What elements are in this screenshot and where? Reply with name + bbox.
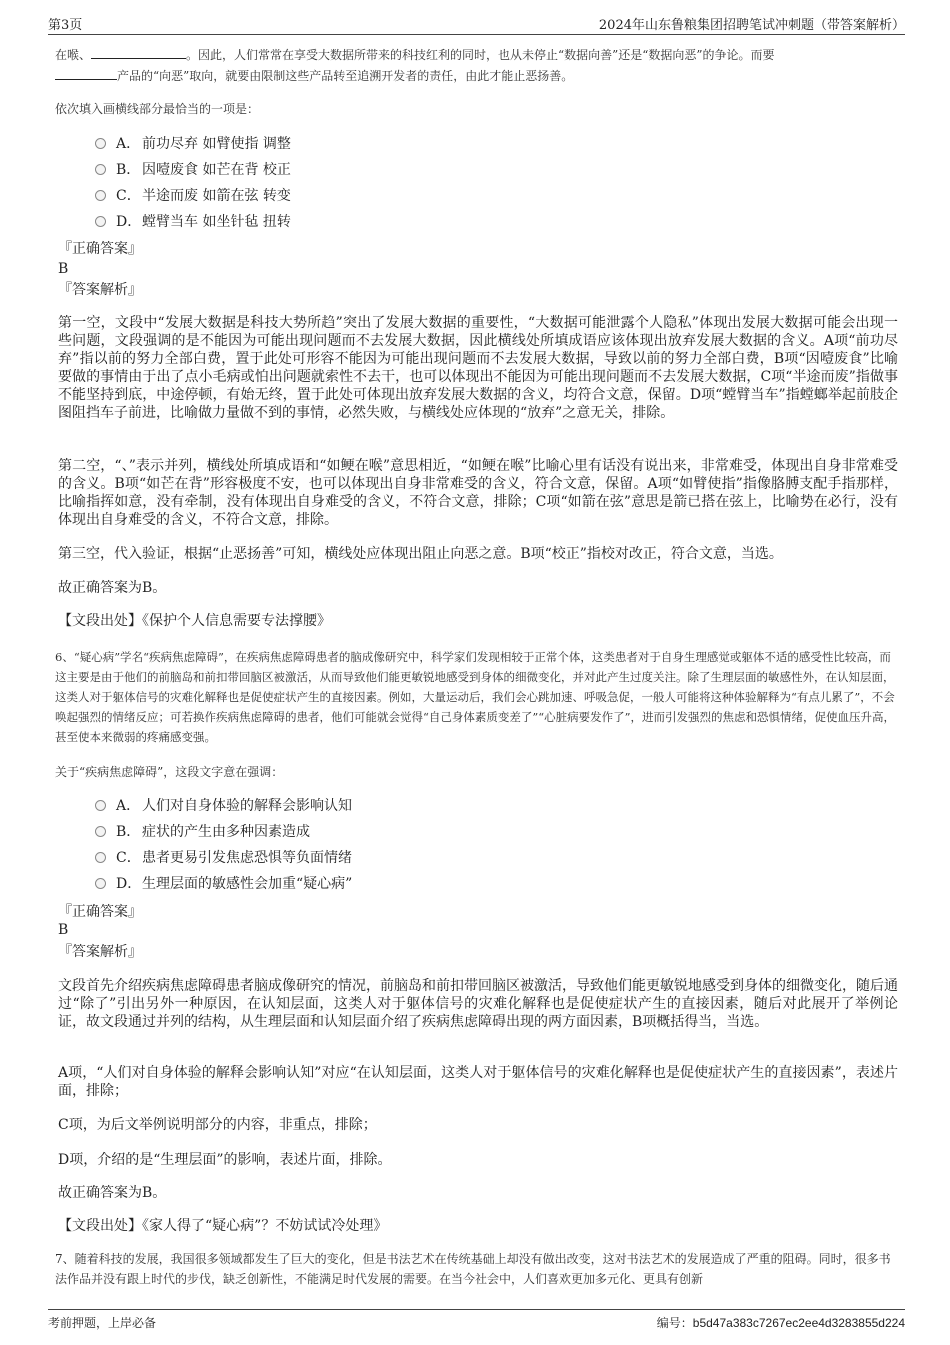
radio-icon[interactable] bbox=[95, 190, 106, 201]
q6-analysis-4: D项，介绍的是“生理层面”的影响，表述片面，排除。 bbox=[58, 1152, 392, 1168]
q5-analysis-4: 故正确答案为B。 bbox=[58, 580, 167, 596]
q6-source: 【文段出处】《家人得了“疑心病”？不妨试试冷处理》 bbox=[58, 1218, 388, 1234]
page-header bbox=[48, 14, 905, 35]
option-b[interactable]: B． 因噎废食 如芒在背 校正 bbox=[95, 157, 291, 183]
q6-prompt: 关于“疾病焦虑障碍”，这段文字意在强调： bbox=[55, 765, 284, 779]
radio-icon[interactable] bbox=[95, 138, 106, 149]
q6-stem: 6、“疑心病”学名“疾病焦虑障碍”，在疾病焦虑障碍患者的脑成像研究中，科学家们发现相较于正常个体，这类患者对于自身生理感觉或躯体不适的感受性比较高，而这主要是由于他们的前脑岛和前扣带回脑区被激活，从而导致他们能更敏锐地感受到身体的细微变化，并对此产生过度关注。除了生理层面的敏感性外，在认知层面，这类人对于躯体信号的灾难化解释也是促使症状产生的直接因素。例如，大量运动后，我们会心跳加速、呼吸急促，一般人可能将这种体验解释为“有点儿累了”，不会唤起强烈的情绪反应；可若换作疾病焦虑障碍的患者，他们可能就会觉得“自己身体素质变差了”“心脏病要发作了”，进而引发强烈的焦虑和恐惧情绪，促使血压升高，甚至使本来微弱的疼痛感变强。 bbox=[55, 650, 896, 744]
option-d[interactable]: D．生理层面的敏感性会加重“疑心病” bbox=[95, 871, 352, 897]
q6-analysis-2: A项，“人们对自身体验的解释会影响认知”对应“在认知层面，这类人对于躯体信号的灾难化解释也是促使症状产生的直接因素”，表述片面，排除； bbox=[58, 1065, 898, 1099]
q6-answer: B bbox=[58, 922, 69, 938]
blank-line bbox=[91, 44, 186, 59]
page-number: 第3页 bbox=[48, 18, 83, 33]
footer-code: 编号：b5d47a383c7267ec2ee4d3283855d224 bbox=[656, 1316, 905, 1330]
q5-stem: 在喉、 。因此，人们常常在享受大数据所带来的科技红利的同时，也从未停止“数据向善”还是“数据向恶”的争论。而要 产品的“向恶”取向，就要由限制这些产品转至追溯开发者的责任，由此才能止恶扬善。 bbox=[55, 44, 900, 86]
q5-analysis-3: 第三空，代入验证，根据“止恶扬善”可知，横线处应体现出阻止向恶之意。B项“校正”指校对改正，符合文意，当选。 bbox=[58, 546, 783, 562]
radio-icon[interactable] bbox=[95, 878, 106, 889]
q5-prompt: 依次填入画横线部分最恰当的一项是： bbox=[55, 102, 260, 116]
option-c[interactable]: C．患者更易引发焦虑恐惧等负面情绪 bbox=[95, 845, 352, 871]
q5-options bbox=[95, 131, 291, 235]
radio-icon[interactable] bbox=[95, 826, 106, 837]
q5-analysis-1: 第一空，文段中“发展大数据是科技大势所趋”突出了发展大数据的重要性，“大数据可能泄露个人隐私”体现出发展大数据可能会出现一些问题，文段强调的是不能因为可能出现问题而不去发展大数据，因此横线处所填成语应该体现出放弃发展大数据的含义。A项“前功尽弃”指以前的努力全部白费，置于此处可形容不能因为可能出现问题而不去发展大数据，导致以前的努力全部白费，B项“因噎废食”比喻要做的事情由于出了点小毛病或怕出问题就索性不去干，也可以体现出不能因为可能出现问题而不去发展大数据，C项“半途而废”指做事不能坚持到底，中途停顿，有始无终，置于此处可体现出放弃发展大数据的含义，均符合文意，保留。D项“螳臂当车”指螳螂举起前肢企图阻挡车子前进，比喻做力量做不到的事情，必然失败，与横线处应体现的“放弃”之意无关，排除。 bbox=[58, 315, 898, 421]
q6-answer-label: 『正确答案』 bbox=[58, 904, 142, 920]
q6-analysis-1: 文段首先介绍疾病焦虑障碍患者脑成像研究的情况，前脑岛和前扣带回脑区被激活，导致他们能更敏锐地感受到身体的细微变化，随后通过“除了”引出另外一种原因，在认知层面，这类人对于躯体信号的灾难化解释也是促使症状产生的直接因素，随后对此展开了举例论证，故文段通过并列的结构，从生理层面和认知层面介绍了疾病焦虑障碍出现的两方面因素，B项概括得当，当选。 bbox=[58, 978, 898, 1030]
q6-analysis-label: 『答案解析』 bbox=[58, 944, 142, 960]
option-a[interactable]: A． 前功尽弃 如臂使指 调整 bbox=[95, 131, 291, 157]
option-d[interactable]: D．螳臂当车 如坐针毡 扭转 bbox=[95, 209, 291, 235]
radio-icon[interactable] bbox=[95, 852, 106, 863]
document-title: 2024年山东鲁粮集团招聘笔试冲刺题（带答案解析） bbox=[598, 18, 905, 33]
option-b[interactable]: B． 症状的产生由多种因素造成 bbox=[95, 819, 352, 845]
q5-analysis-2: 第二空，“、”表示并列，横线处所填成语和“如鲠在喉”意思相近，“如鲠在喉”比喻心里有话没有说出来，非常难受，体现出自身非常难受的含义。B项“如芒在背”形容极度不安，也可以体现出自身非常难受的含义，符合文意，保留。A项“如臂使指”指像胳膊支配手指那样，比喻指挥如意，没有牵制，没有体现出自身难受的含义，不符合文意，排除；C项“如箭在弦”意思是箭已搭在弦上，比喻势在必行，没有体现出自身难受的含义，不符合文意，排除。 bbox=[58, 458, 898, 528]
q6-options bbox=[95, 793, 352, 897]
footer-slogan: 考前押题，上岸必备 bbox=[48, 1316, 157, 1330]
q5-source: 【文段出处】《保护个人信息需要专法撑腰》 bbox=[58, 613, 331, 629]
option-a[interactable]: A． 人们对自身体验的解释会影响认知 bbox=[95, 793, 352, 819]
page-footer bbox=[48, 1309, 905, 1336]
q5-answer-label: 『正确答案』 bbox=[58, 241, 142, 257]
option-c[interactable]: C．半途而废 如箭在弦 转变 bbox=[95, 183, 291, 209]
q6-analysis-5: 故正确答案为B。 bbox=[58, 1185, 167, 1201]
q5-answer: B bbox=[58, 261, 69, 277]
q5-analysis-label: 『答案解析』 bbox=[58, 282, 142, 298]
q7-stem: 7、随着科技的发展，我国很多领域都发生了巨大的变化，但是书法艺术在传统基础上却没有做出改变，这对书法艺术的发展造成了严重的阻碍。同时，很多书法作品并没有跟上时代的步伐，缺乏创新性，不能满足时代发展的需要。在当今社会中，人们喜欢更加多元化、更具有创新 bbox=[55, 1252, 891, 1286]
radio-icon[interactable] bbox=[95, 800, 106, 811]
radio-icon[interactable] bbox=[95, 216, 106, 227]
blank-line bbox=[55, 65, 117, 80]
radio-icon[interactable] bbox=[95, 164, 106, 175]
q6-analysis-3: C项，为后文举例说明部分的内容，非重点，排除； bbox=[58, 1117, 377, 1133]
